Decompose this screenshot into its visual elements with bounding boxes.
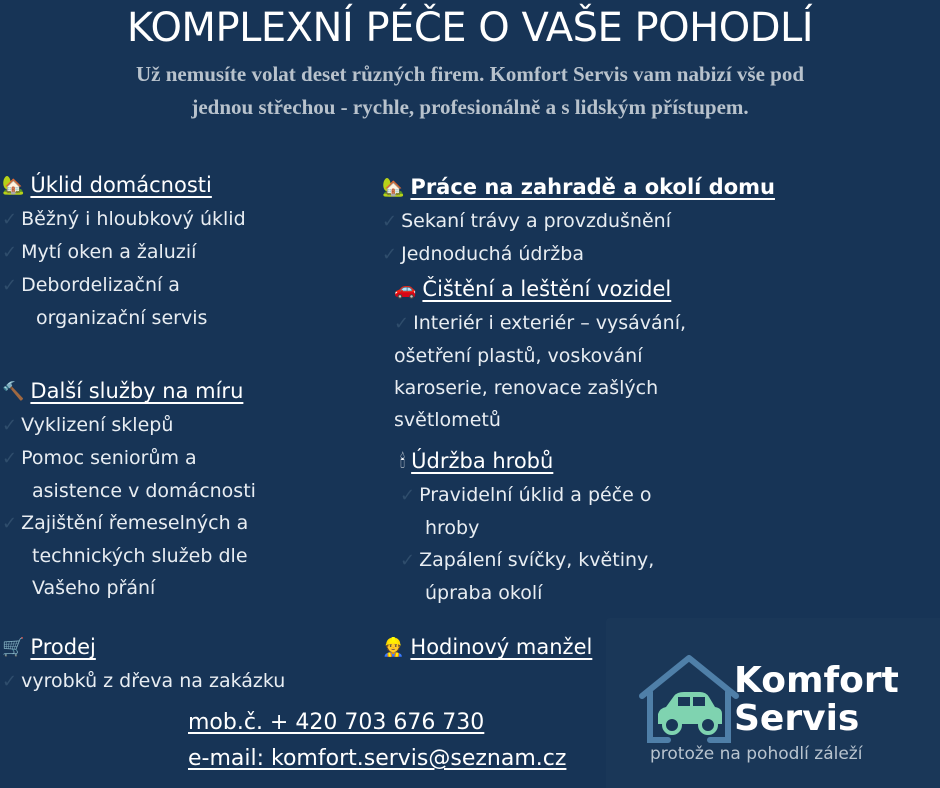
list-item: technických služeb dle (32, 545, 248, 567)
list-item: ✓ Debordelizační a (2, 274, 180, 296)
section-heading-uklid: 🏡 Úklid domácnosti (2, 170, 246, 201)
list-item: ✓ Jednoduchá údržba (382, 243, 584, 265)
worker-icon: 👷 (382, 637, 405, 658)
list-item: organizační servis (36, 307, 208, 329)
subtitle-line-2: jednou střechou - rychle, profesionálně a s lidským přístupem. (191, 95, 749, 119)
check-icon: ✓ (394, 313, 410, 334)
candle-icon: 🕯 (400, 451, 406, 472)
section-uklid (2, 170, 246, 334)
section-heading-manzel: 👷 Hodinový manžel (382, 632, 592, 663)
list-item: ✓ Zajištění řemeselných a (2, 512, 249, 534)
car-icon: 🚗 (394, 279, 417, 300)
list-item: ✓ Pomoc seniorům a (2, 447, 197, 469)
check-icon: ✓ (382, 244, 398, 265)
logo-name: Komfort Servis (734, 660, 899, 739)
house-icon: 🏡 (382, 177, 405, 198)
section-vozidla (394, 274, 686, 436)
list-item: ✓ vyrobků z dřeva na zakázku (2, 670, 286, 692)
subtitle-line-1: Už nemusíte volat deset různých firem. Komfort Servis vam nabizí vše pod (135, 62, 805, 86)
list-item: ✓ Vyklizení sklepů (2, 414, 174, 436)
logo-tagline: protože na pohodlí záleží (650, 744, 863, 764)
list-item: asistence v domácnosti (32, 480, 256, 502)
section-heading-hroby: 🕯 Údržba hrobů (400, 446, 654, 477)
section-heading-vozidla: 🚗 Čištění a leštění vozidel (394, 274, 686, 305)
page-subtitle (30, 58, 910, 124)
check-icon: ✓ (2, 448, 18, 469)
check-icon: ✓ (2, 242, 18, 263)
house-car-icon (634, 652, 744, 752)
list-item: karoserie, renovace zašlých (394, 377, 659, 399)
section-heading-dalsi: 🔨 Další služby na míru (2, 376, 256, 407)
check-icon: ✓ (2, 415, 18, 436)
section-manzel (382, 632, 592, 663)
check-icon: ✓ (2, 671, 18, 692)
list-item: ✓ Běžný i hloubkový úklid (2, 208, 246, 230)
section-dalsi (2, 376, 256, 604)
check-icon: ✓ (400, 550, 416, 571)
section-zahrada (382, 172, 775, 271)
house-icon: 🏡 (2, 175, 25, 196)
hammer-icon: 🔨 (2, 381, 25, 402)
list-item: Vašeho přání (32, 577, 156, 599)
list-item: hroby (425, 517, 480, 539)
list-item: ✓ Sekaní trávy a provzdušnění (382, 210, 671, 232)
list-item: ✓ Zapálení svíčky, květiny, (400, 549, 655, 571)
section-prodej (2, 632, 285, 698)
list-item: ✓ Interiér i exteriér – vysávání, (394, 312, 687, 334)
list-item: ✓ Pravidelní úklid a péče o (400, 484, 652, 506)
check-icon: ✓ (400, 485, 416, 506)
email-link[interactable]: e-mail: komfort.servis@seznam.cz (188, 746, 567, 771)
list-item: úpraba okolí (425, 582, 543, 604)
section-heading-prodej: 🛒 Prodej (2, 632, 285, 663)
list-item: ✓ Mytí oken a žaluzií (2, 241, 197, 263)
check-icon: ✓ (382, 211, 398, 232)
logo (606, 618, 940, 788)
cart-icon: 🛒 (2, 637, 25, 658)
section-hroby (400, 446, 654, 609)
phone-link[interactable]: mob.č. + 420 703 676 730 (188, 710, 485, 735)
section-heading-zahrada: 🏡 Práce na zahradě a okolí domu (382, 172, 775, 203)
check-icon: ✓ (2, 209, 18, 230)
check-icon: ✓ (2, 275, 18, 296)
check-icon: ✓ (2, 513, 18, 534)
list-item: ošetření plastů, voskování (394, 345, 643, 367)
page-title: KOMPLEXNÍ PÉČE O VAŠE POHODLÍ (126, 5, 814, 51)
list-item: světlometů (394, 409, 501, 431)
